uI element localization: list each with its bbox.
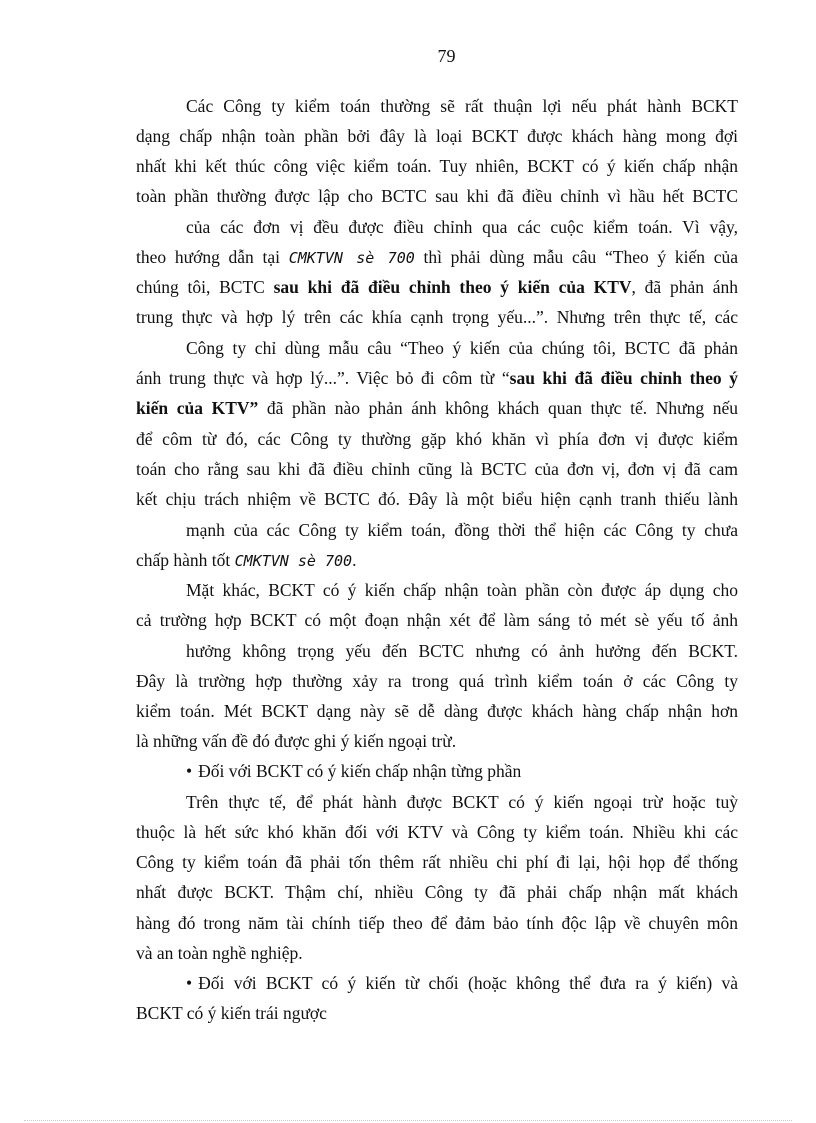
text-line: cả trường hợp BCKT có một đoạn nhận xét để làm sáng tỏ mét sè yếu tố ảnh [136, 610, 738, 630]
text-run: chấp hành tốt [136, 550, 235, 570]
text-run: , đã phản ánh [631, 277, 738, 297]
text-run: thì phải dùng mẫu câu “Theo ý kiến của [414, 247, 738, 267]
text-line: để côm từ đó, các Công ty thường gặp khó khăn vì phía đơn vị được kiểm [136, 429, 738, 449]
bold-phrase: sau khi đã điều chỉnh theo ý kiến của KTV [273, 277, 632, 297]
text-run: . [352, 550, 357, 570]
text-line: kiểm toán. Mét BCKT dạng này sẽ dễ dàng được khách hàng chấp nhận hơn [136, 701, 738, 721]
text-line [136, 545, 738, 575]
text-line: hàng đó trong năm tài chính tiếp theo để đảm bảo tính độc lập về chuyên môn [136, 913, 738, 933]
text-line: Các Công ty kiểm toán thường sẽ rất thuận lợi nếu phát hành BCKT [186, 96, 738, 116]
text-line [136, 272, 738, 302]
text-line: là những vấn đề đó được ghi ý kiến ngoại trừ. [136, 731, 457, 751]
text-line [136, 393, 738, 423]
text-run: đã phần nào phản ánh không khách quan thực tế. Nhưng nếu [258, 398, 738, 418]
text-run: chúng tôi, BCTC [136, 277, 274, 297]
text-line: Công ty kiểm toán đã phải tốn thêm rất nhiều chi phí đi lại, hội họp để thống [136, 852, 738, 872]
standard-reference: CMKTVN sè 700 [234, 552, 353, 570]
standard-reference: CMKTVN sè 700 [288, 249, 415, 267]
bullet-heading: • Đối với BCKT có ý kiến từ chối (hoặc không thể đưa ra ý kiến) và [186, 968, 738, 998]
text-line: nhất được BCKT. Thậm chí, nhiều Công ty đã phải chấp nhận mất khách [136, 882, 738, 902]
text-line: trung thực và hợp lý trên các khía cạnh trọng yếu...”. Nhưng trên thực tế, các [136, 307, 738, 327]
text-run: theo hướng dẫn tại [136, 247, 289, 267]
text-line: Mặt khác, BCKT có ý kiến chấp nhận toàn phần còn được áp dụng cho [186, 580, 738, 600]
text-line: thuộc là hết sức khó khăn đối với KTV và Công ty kiểm toán. Nhiều khi các [136, 822, 738, 842]
text-line: hưởng không trọng yếu đến BCTC nhưng có ảnh hưởng đến BCKT. [186, 641, 738, 661]
text-line: và an toàn nghề nghiệp. [136, 943, 303, 963]
text-line: của các đơn vị đều được điều chỉnh qua các cuộc kiểm toán. Vì vậy, [186, 217, 738, 237]
page-number: 79 [437, 46, 456, 66]
bullet-heading: • Đối với BCKT có ý kiến chấp nhận từng phần [186, 756, 738, 786]
text-line [136, 242, 738, 272]
text-line: kết chịu trách nhiệm về BCTC đó. Đây là một biểu hiện cạnh tranh thiếu lành [136, 489, 738, 509]
text-line: nhất khi kết thúc công việc kiểm toán. Tuy nhiên, BCKT có ý kiến chấp nhận [136, 156, 738, 176]
text-line: Đây là trường hợp thường xảy ra trong quá trình kiểm toán ở các Công ty [136, 671, 738, 691]
text-line: Công ty chỉ dùng mẫu câu “Theo ý kiến của chúng tôi, BCTC đã phản [186, 338, 738, 358]
text-line: BCKT có ý kiến trái ngược [136, 1003, 327, 1023]
text-line: toàn phần thường được lập cho BCTC sau khi đã điều chỉnh vì hầu hết BCTC [136, 186, 738, 206]
page-bottom-divider [24, 1120, 792, 1121]
text-line [136, 363, 738, 393]
text-run: ánh trung thực và hợp lý...”. Việc bỏ đi côm từ “ [136, 368, 510, 388]
bold-phrase: kiến của KTV” [136, 398, 259, 418]
text-line: toán cho rằng sau khi đã điều chỉnh cũng là BCTC của đơn vị, đơn vị đã cam [136, 459, 738, 479]
text-line: mạnh của các Công ty kiểm toán, đồng thời thể hiện các Công ty chưa [186, 520, 738, 540]
text-line: dạng chấp nhận toàn phần bởi đây là loại BCKT được khách hàng mong đợi [136, 126, 738, 146]
bold-phrase: sau khi đã điều chỉnh theo ý [509, 368, 738, 388]
text-line: Trên thực tế, để phát hành được BCKT có ý kiến ngoại trừ hoặc tuỳ [186, 792, 738, 812]
